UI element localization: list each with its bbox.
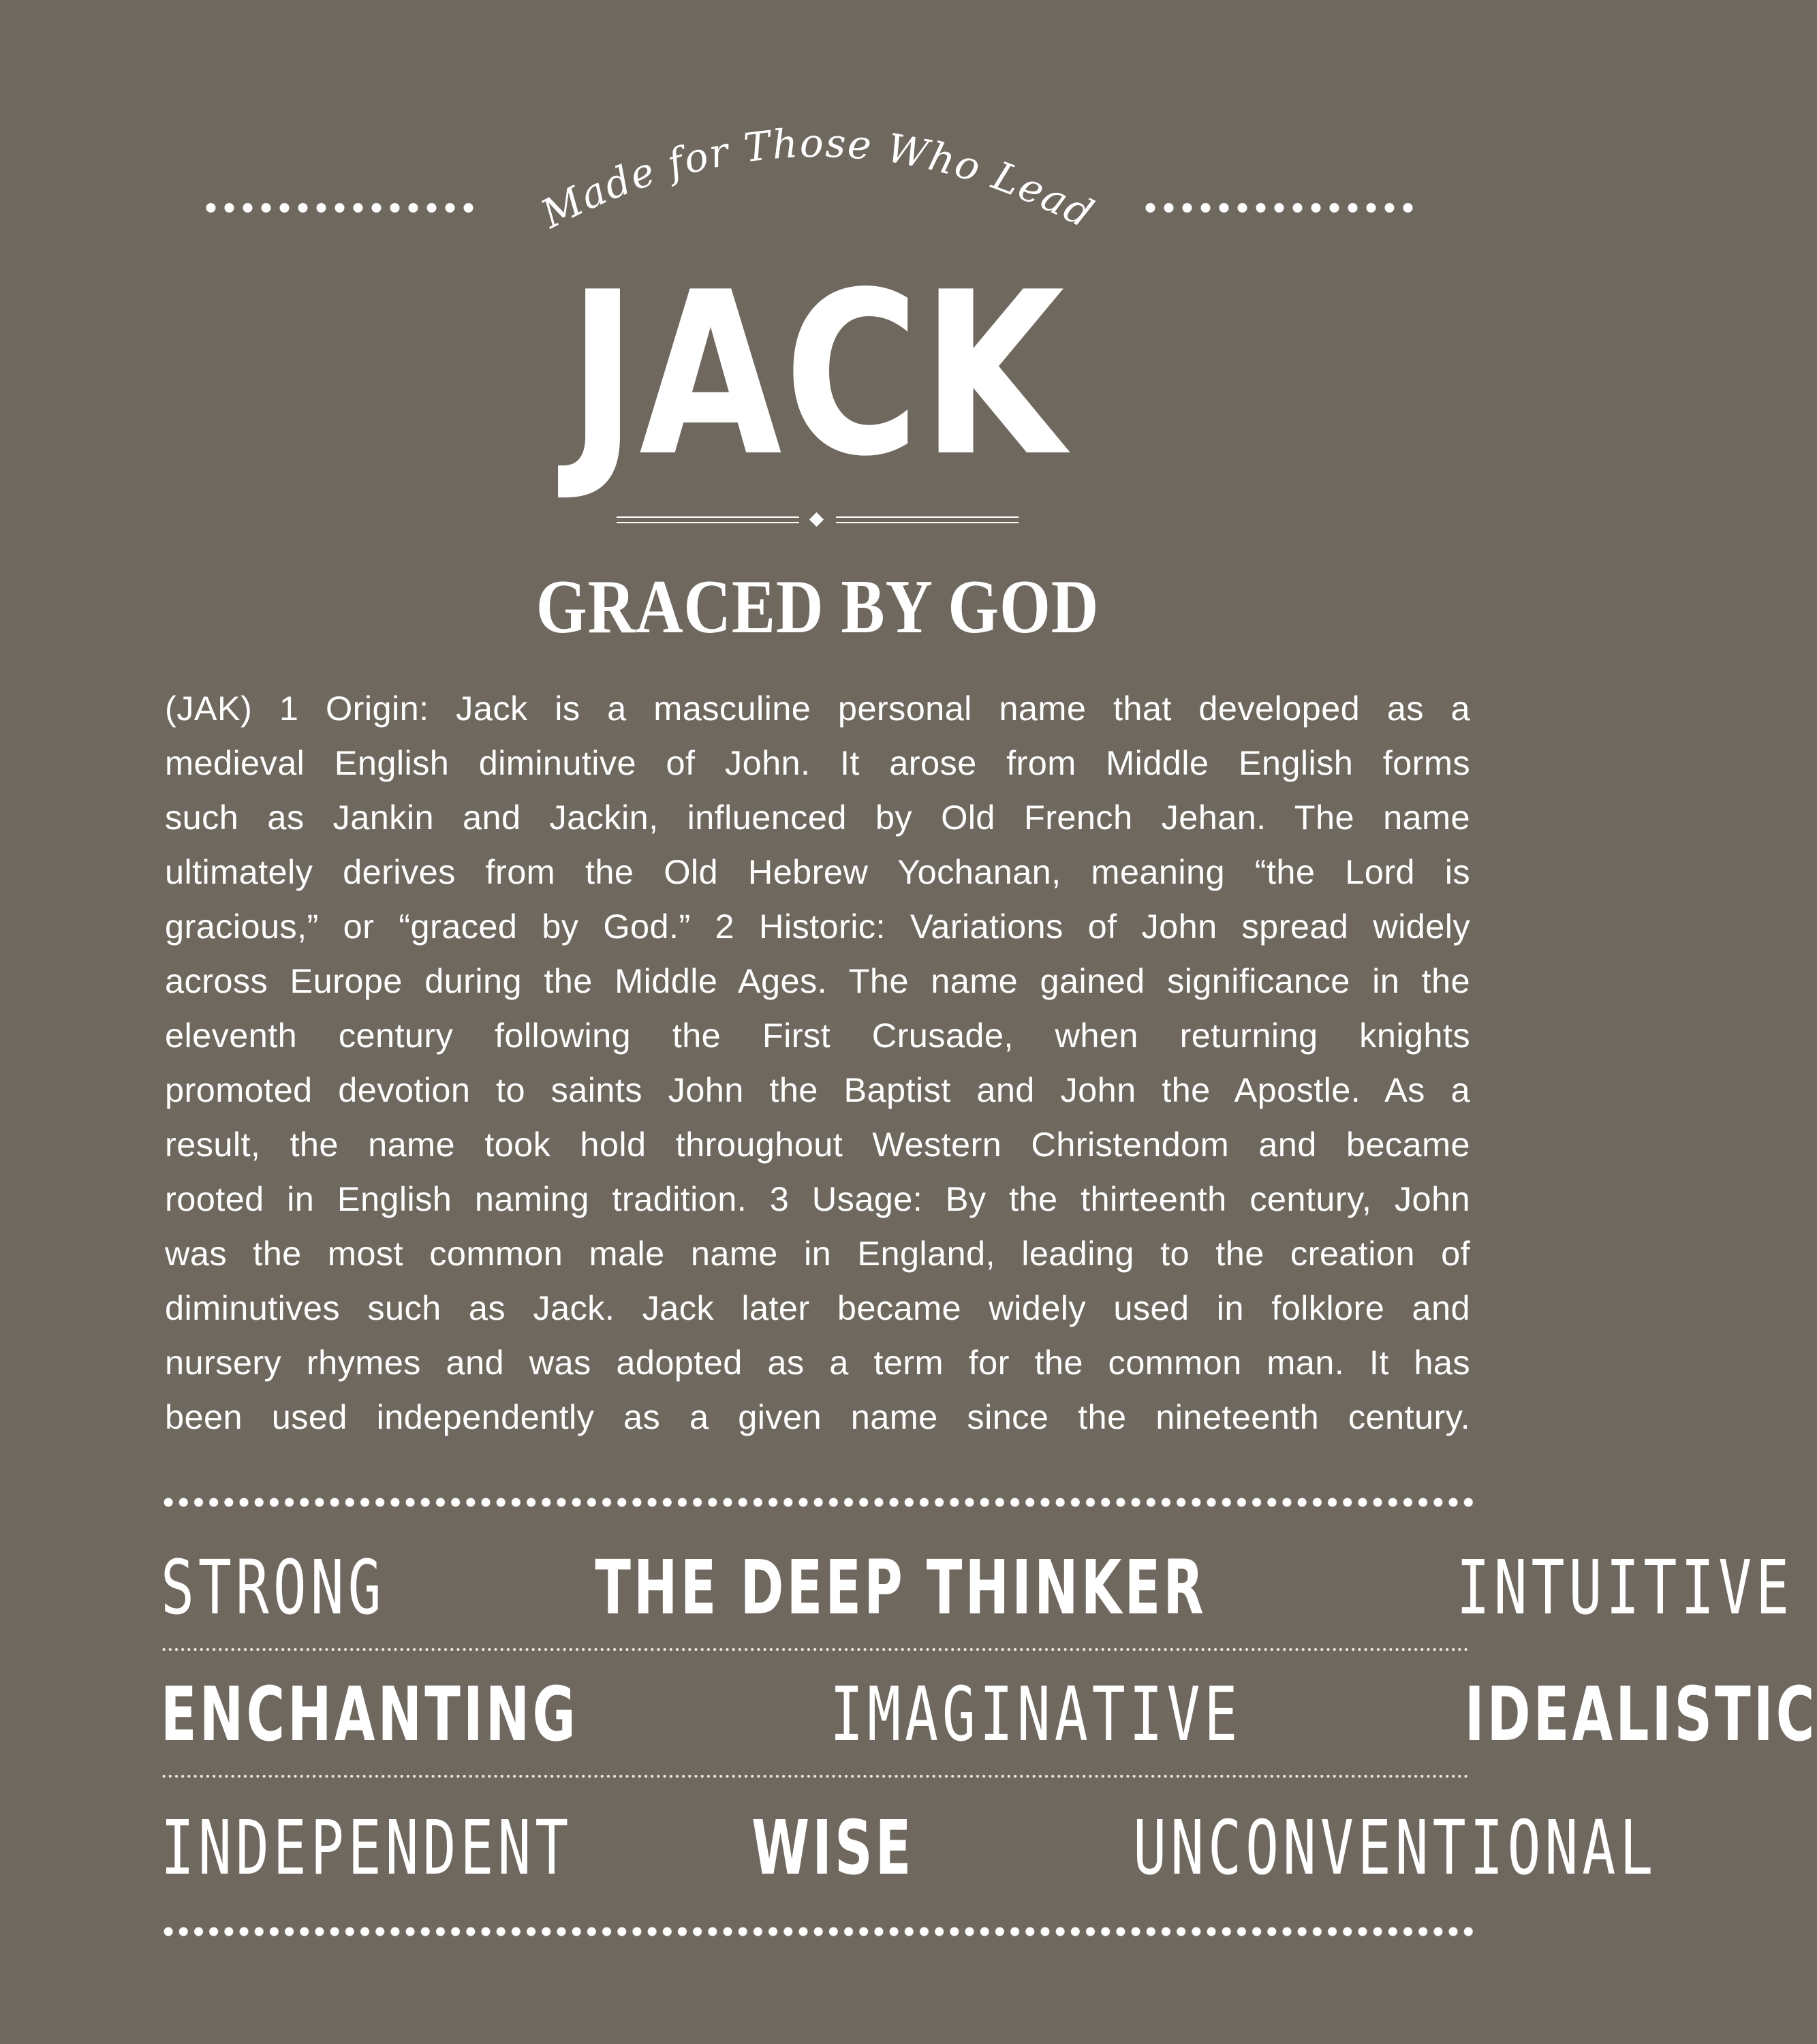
trait-row [161,1671,1817,1758]
diamond-icon [809,512,824,527]
trait: INTUITIVE [1456,1544,1793,1631]
trait: STRONG [161,1544,386,1631]
dotted-divider-right [1141,200,1417,216]
description-line: nursery rhymes and was adopted as a term for the common man. It has [165,1343,1470,1382]
trait: UNCONVENTIONAL [1133,1804,1658,1891]
description-line: across Europe during the Middle Ages. The name gained significance in the [165,961,1470,1000]
tagline-header [0,109,1635,238]
ornament-line-left [617,516,799,523]
trait-row [161,1804,1658,1891]
trait-row [161,1544,1793,1631]
description-line: medieval English diminutive of John. It arose from Middle English forms [165,743,1470,782]
description-line: was the most common male name in England, leading to the creation of [165,1234,1470,1273]
description-line: diminutives such as Jack. Jack later became widely used in folklore and [165,1288,1470,1327]
dotted-divider-traits-bottom [161,1925,1476,1938]
name-meaning: GRACED BY GOD [535,565,1100,649]
description-line: eleventh century following the First Crusade, when returning knights [165,1016,1470,1055]
name-title: JACK [568,244,1067,506]
trait: ENCHANTING [161,1671,578,1758]
tagline-arc [518,109,1117,238]
trait: IDEALISTIC [1464,1671,1817,1758]
dotted-divider-left [202,200,478,216]
trait: IMAGINATIVE [829,1671,1241,1758]
trait: THE DEEP THINKER [595,1544,1207,1631]
description-line: such as Jankin and Jackin, influenced by Old French Jehan. The name [165,798,1470,837]
ornament-line-right [836,516,1019,523]
ornament-divider [617,512,1019,530]
dotted-divider-traits-top [161,1496,1476,1508]
description [165,681,1470,1444]
description-line: rooted in English naming tradition. 3 Usage: By the thirteenth century, John [165,1179,1470,1218]
trait: WISE [751,1804,915,1891]
description-line: promoted devotion to saints John the Baptist and John the Apostle. As a [165,1070,1470,1109]
description-line: gracious,” or “graced by God.” 2 Historic: Variations of John spread widely [165,907,1470,946]
description-line: ultimately derives from the Old Hebrew Yochanan, meaning “the Lord is [165,852,1470,891]
description-line: result, the name took hold throughout Western Christendom and became [165,1125,1470,1164]
description-line: (JAK) 1 Origin: Jack is a masculine personal name that developed as a [165,689,1470,728]
description-line: been used independently as a given name since the nineteenth century. [165,1397,1470,1436]
tagline: Made for Those Who Lead [533,119,1102,238]
fine-dotted-divider [161,1774,1469,1778]
trait: INDEPENDENT [161,1804,573,1891]
fine-dotted-divider [161,1647,1469,1652]
